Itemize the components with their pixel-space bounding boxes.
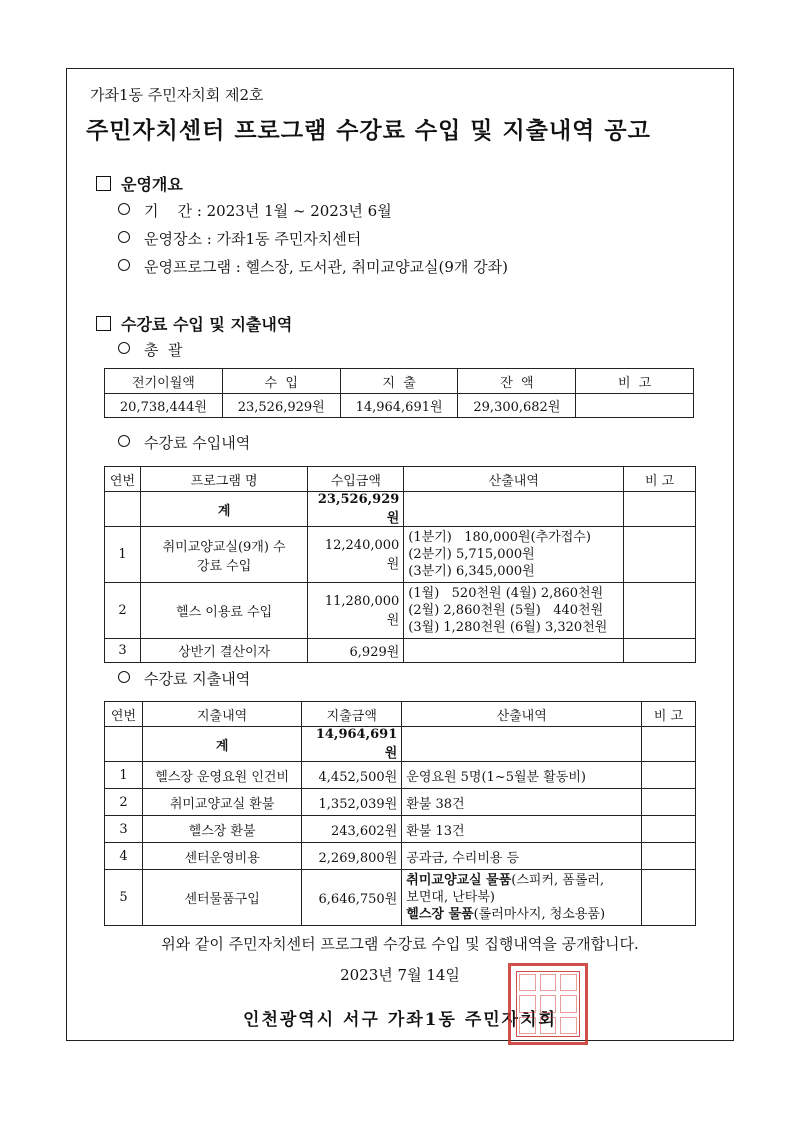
expense-col-item: 지출내역 bbox=[142, 702, 301, 727]
table-row bbox=[105, 816, 696, 843]
overview-heading: 운영개요 bbox=[96, 172, 183, 195]
circle-bullet-icon bbox=[118, 259, 130, 271]
footer-statement: 위와 같이 주민자치센터 프로그램 수강료 수입 및 집행내역을 공개합니다. bbox=[161, 935, 639, 953]
income-note bbox=[624, 639, 696, 663]
expense-table bbox=[104, 701, 696, 926]
summary-expense-value: 14,964,691원 bbox=[340, 394, 458, 418]
summary-table bbox=[104, 368, 694, 418]
income-col-no: 연번 bbox=[105, 467, 141, 492]
row-number: 1 bbox=[105, 762, 143, 789]
expense-item: 취미교양교실 환불 bbox=[142, 789, 301, 816]
official-seal-stamp bbox=[508, 963, 588, 1045]
expense-item: 센터물품구입 bbox=[142, 870, 301, 926]
income-detail bbox=[404, 583, 624, 639]
summary-col-income: 수 입 bbox=[222, 369, 340, 394]
expense-total-label: 계 bbox=[142, 727, 301, 762]
expense-col-no: 연번 bbox=[105, 702, 143, 727]
expense-heading: 수강료 지출내역 bbox=[118, 668, 250, 689]
table-row bbox=[105, 527, 696, 583]
circle-bullet-icon bbox=[118, 342, 130, 354]
summary-carryover-value: 20,738,444원 bbox=[105, 394, 223, 418]
expense-item: 헬스장 환불 bbox=[142, 816, 301, 843]
table-row bbox=[105, 639, 696, 663]
expense-header-row bbox=[105, 702, 696, 727]
row-number: 2 bbox=[105, 789, 143, 816]
summary-col-balance: 잔 액 bbox=[458, 369, 576, 394]
row-number: 4 bbox=[105, 843, 143, 870]
row-number: 2 bbox=[105, 583, 141, 639]
expense-amount: 1,352,039원 bbox=[302, 789, 402, 816]
income-col-detail: 산출내역 bbox=[404, 467, 624, 492]
income-amount: 11,280,000원 bbox=[308, 583, 404, 639]
table-row bbox=[105, 843, 696, 870]
summary-income-value: 23,526,929원 bbox=[222, 394, 340, 418]
expense-amount: 4,452,500원 bbox=[302, 762, 402, 789]
summary-col-expense: 지 출 bbox=[340, 369, 458, 394]
program-name: 헬스 이용료 수입 bbox=[140, 583, 307, 639]
expense-detail: 공과금, 수리비용 등 bbox=[402, 843, 642, 870]
program-name: 상반기 결산이자 bbox=[140, 639, 307, 663]
expense-total-amount: 14,964,691원 bbox=[302, 727, 402, 762]
detail-line: (1월) 520천원 (4월) 2,860천원 bbox=[408, 586, 604, 601]
circle-bullet-icon bbox=[118, 231, 130, 243]
expense-col-detail: 산출내역 bbox=[402, 702, 642, 727]
row-number: 5 bbox=[105, 870, 143, 926]
income-detail bbox=[404, 527, 624, 583]
row-number: 3 bbox=[105, 816, 143, 843]
income-amount: 6,929원 bbox=[308, 639, 404, 663]
income-heading: 수강료 수입내역 bbox=[118, 432, 250, 453]
income-total-amount: 23,526,929원 bbox=[308, 492, 404, 527]
table-row bbox=[105, 789, 696, 816]
circle-bullet-icon bbox=[118, 203, 130, 215]
summary-note-value bbox=[576, 394, 694, 418]
summary-value-row bbox=[105, 394, 694, 418]
table-row bbox=[105, 583, 696, 639]
page-title: 주민자치센터 프로그램 수강료 수입 및 지출내역 공고 bbox=[86, 118, 651, 144]
summary-balance-value: 29,300,682원 bbox=[458, 394, 576, 418]
income-note bbox=[624, 527, 696, 583]
detail-line: 취미교양교실 물품(스피커, 폼롤러, bbox=[406, 873, 605, 888]
row-number: 1 bbox=[105, 527, 141, 583]
summary-heading: 총 괄 bbox=[118, 339, 183, 360]
income-table bbox=[104, 466, 696, 663]
expense-detail: 환불 13건 bbox=[402, 816, 642, 843]
income-amount: 12,240,000원 bbox=[308, 527, 404, 583]
income-col-note: 비 고 bbox=[624, 467, 696, 492]
expense-col-amount: 지출금액 bbox=[302, 702, 402, 727]
detail-line: (2월) 2,860천원 (5월) 440천원 bbox=[408, 603, 604, 618]
footer-date: 2023년 7월 14일 bbox=[340, 966, 460, 984]
row-number: 3 bbox=[105, 639, 141, 663]
income-note bbox=[624, 583, 696, 639]
expense-amount: 243,602원 bbox=[302, 816, 402, 843]
expense-total-row bbox=[105, 727, 696, 762]
detail-line: (1분기) 180,000원(추가접수) bbox=[408, 530, 591, 545]
circle-bullet-icon bbox=[118, 671, 130, 683]
checkbox-square-icon bbox=[96, 176, 111, 191]
seal-pattern-icon bbox=[516, 971, 580, 1037]
detail-line: (3분기) 6,345,000원 bbox=[408, 564, 535, 579]
overview-period: 기 간 : 2023년 1월 ~ 2023년 6월 bbox=[118, 200, 392, 221]
summary-col-carryover: 전기이월액 bbox=[105, 369, 223, 394]
expense-amount: 2,269,800원 bbox=[302, 843, 402, 870]
expense-col-note: 비 고 bbox=[642, 702, 696, 727]
document-number: 가좌1동 주민자치회 제2호 bbox=[90, 86, 264, 104]
checkbox-square-icon bbox=[96, 316, 111, 331]
expense-item: 헬스장 운영요원 인건비 bbox=[142, 762, 301, 789]
expense-item: 센터운영비용 bbox=[142, 843, 301, 870]
overview-programs: 운영프로그램 : 헬스장, 도서관, 취미교양교실(9개 강좌) bbox=[118, 256, 508, 277]
detail-line: (3월) 1,280천원 (6월) 3,320천원 bbox=[408, 620, 608, 635]
summary-col-note: 비 고 bbox=[576, 369, 694, 394]
detail-line: 헬스장 물품(롤러마사지, 청소용품) bbox=[406, 907, 606, 922]
income-expense-heading: 수강료 수입 및 지출내역 bbox=[96, 312, 292, 335]
income-col-amount: 수입금액 bbox=[308, 467, 404, 492]
table-row bbox=[105, 762, 696, 789]
expense-detail: 환불 38건 bbox=[402, 789, 642, 816]
table-row bbox=[105, 870, 696, 926]
income-total-row bbox=[105, 492, 696, 527]
program-name: 취미교양교실(9개) 수강료 수입 bbox=[140, 527, 307, 583]
expense-detail bbox=[402, 870, 642, 926]
expense-detail: 운영요원 5명(1~5월분 활동비) bbox=[402, 762, 642, 789]
income-detail bbox=[404, 639, 624, 663]
expense-amount: 6,646,750원 bbox=[302, 870, 402, 926]
income-header-row bbox=[105, 467, 696, 492]
detail-line: 보면대, 난타북) bbox=[406, 890, 495, 905]
overview-place: 운영장소 : 가좌1동 주민자치센터 bbox=[118, 228, 361, 249]
income-total-label: 계 bbox=[140, 492, 307, 527]
organization-name: 인천광역시 서구 가좌1동 주민자치회 bbox=[243, 1010, 557, 1030]
circle-bullet-icon bbox=[118, 435, 130, 447]
income-col-program: 프로그램 명 bbox=[140, 467, 307, 492]
summary-header-row bbox=[105, 369, 694, 394]
detail-line: (2분기) 5,715,000원 bbox=[408, 547, 535, 562]
